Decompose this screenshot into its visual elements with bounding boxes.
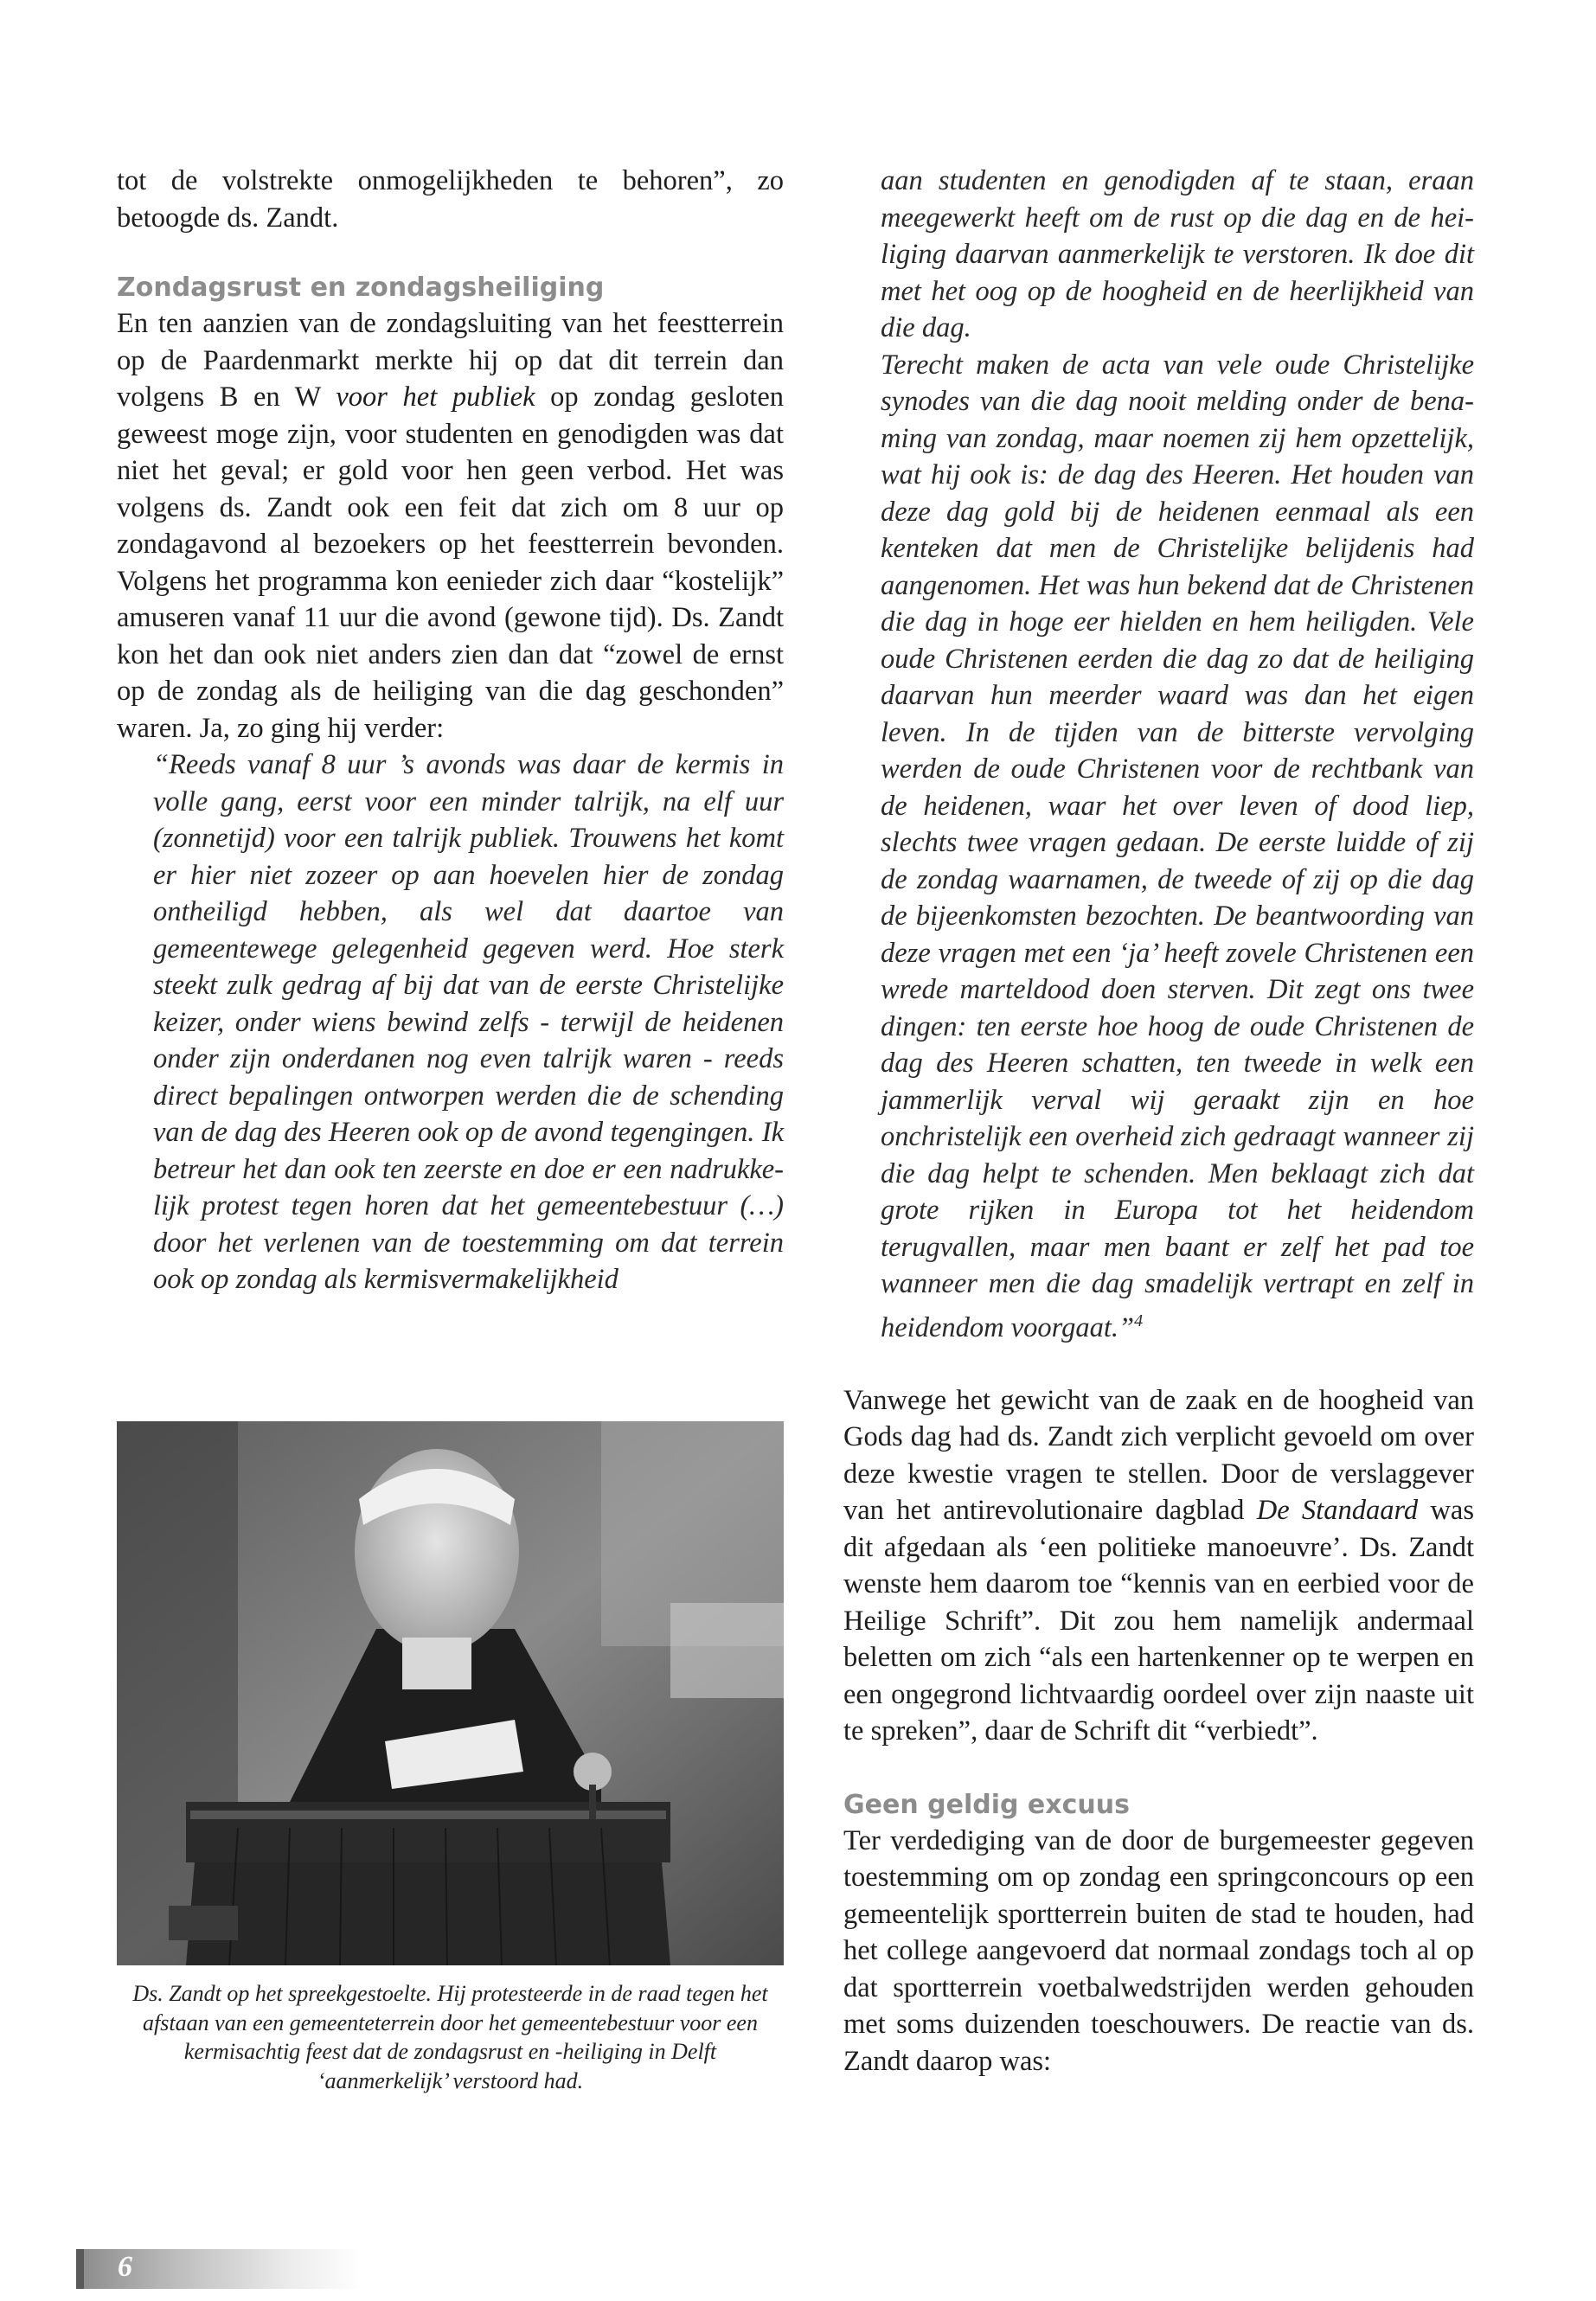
right-column bbox=[843, 163, 1474, 2080]
left-column bbox=[117, 163, 784, 1298]
photo-image bbox=[117, 1421, 784, 1965]
emphasis-text: voor het publiek bbox=[336, 381, 535, 413]
block-quote-left: “Reeds vanaf 8 uur ’s avonds was daar de kermis in volle gang, eerst voor een minder talrijk, na elf uur (zonnetijd) voor een talrijk publiek. Trouwens het komt er hier niet zozeer op aan hoevelen hier de zondag ontheiligd hebben, als wel dat daartoe van gemeentewege gelegenheid gegeven werd. Hoe sterk steekt zulk gedrag af bij dat van de eerste Christelijke keizer, onder wiens bewind zelfs - terwijl de heidenen onder zijn onderdanen nog even talrijk waren - reeds direct bepalingen ontworpen werden die de schending van de dag des Heeren ook op de avond tegengingen. Ik betreur het dan ook ten zeerste en doe er een nadrukkelijk protest tegen horen dat het gemeentebestuur (…) door het verlenen van de toestemming om dat terrein ook op zondag als kermisvermakelijkheid bbox=[153, 749, 784, 1295]
block-quote-right-1: aan studenten en genodigden af te staan, eraan meegewerkt heeft om de rust op die dag en de heiliging daarvan aanmerkelijk te verstoren. Ik doe dit met het oog op de hoogheid en de heerlijkheid van die dag. bbox=[881, 165, 1474, 343]
paragraph-text: Vanwege het gewicht van de zaak en de hoogheid van Gods dag had ds. Zandt zich verplicht gevoeld om over deze kwestie vragen te stellen. Door de verslaggever van het antirevolutionaire dagblad bbox=[843, 1384, 1474, 1527]
paragraph-text: op zondag gesloten geweest moge zijn, voor studenten en genodigden was dat niet het geval; er gold voor hen geen verbod. Het was volgens ds. Zandt ook een feit dat zich om 8 uur op zondagavond al bezoekers op het feestterrein bevonden. Volgens het programma kon eenieder zich daar “kostelijk” amuseren vanaf 11 uur die avond (gewone tijd). Ds. Zandt kon het dan ook niet anders zien dan dat “zowel de ernst op de zondag als de heiliging van die dag geschonden” waren. Ja, zo ging hij verder: bbox=[117, 381, 784, 744]
section-heading-excuus: Geen geldig excuus bbox=[843, 1789, 1130, 1820]
quote-text: Terecht maken de acta van vele oude Christelijke synodes van die dag nooit melding onder de benaming van zondag, maar noemen zij hem opzettelijk, wat hij ook is: de dag des Heeren. Het houden van deze dag gold bij de heidenen eenmaal als een kenteken dat men de Christelijke belijdenis had aangenomen. Het was hun bekend dat de Christenen die dag in hoge eer hielden en hem heiligden. Vele oude Christenen eerden die dag zo dat de heiliging daarvan hun meerder waard was dan het eigen leven. In de tijden van de bitterste vervolging werden de oude Christenen voor de rechtbank van de heidenen, waar het over leven of dood liep, slechts twee vragen gedaan. De eerste luidde of zij de zondag waarnamen, de tweede of zij op die dag de bijeenkomsten bezochten. De beantwoording van deze vragen met een ‘ja’ heeft zovele Christenen een wrede marteldood doen sterven. Dit zegt ons twee dingen: ten eerste hoe hoog de oude Christenen de dag des Heeren schatten, ten tweede in welk een jammerlijk verval wij geraakt zijn en hoe onchristelijk een overheid zich gedraagt wanneer zij die dag helpt te schenden. Men beklaagt zich dat grote rijken in Europa tot het heidendom terugvallen, maar men baant er zelf het pad toe wanneer men die dag smadelijk vertrapt en zelf in heidendom voorgaat.” bbox=[881, 349, 1474, 1343]
paragraph-text: En ten aanzien van de zondagsluiting van het feestterrein op de Paardenmarkt merkte hij op dat dit terrein dan volgens B en W bbox=[117, 308, 784, 413]
page-number-bar bbox=[76, 2249, 84, 2289]
paragraph-standaard bbox=[843, 1382, 1474, 1750]
footnote-reference: 4 bbox=[1134, 1311, 1144, 1330]
photo-caption: Ds. Zandt op het spreekgestoelte. Hij protesteerde in de raad tegen het afstaan van een gemeenteterrein door het gemeentebestuur voor een kermisachtig feest dat de zondagsrust en -heiliging in Delft ‘aanmerkelijk’ verstoord had. bbox=[132, 1981, 768, 2093]
photo-zandt-lectern bbox=[117, 1421, 784, 1965]
emphasis-text: De Standaard bbox=[1256, 1495, 1419, 1527]
section-heading-zondagsrust: Zondagsrust en zondagsheiliging bbox=[117, 272, 605, 303]
page-number-tab bbox=[76, 2249, 362, 2289]
page-number: 6 bbox=[118, 2251, 132, 2283]
paragraph-springconcours: Ter verdediging van de door de burgemeester gegeven toestemming om op zondag een springconcours op een gemeentelijk sportterrein buiten de stad te houden, had het college aangevoerd dat normaal zondags toch al op dat sportterrein voetbalwedstrijden werden gehouden met soms duizenden toeschouwers. De reactie van ds. Zandt daarop was: bbox=[843, 1824, 1474, 2077]
intro-paragraph: tot de volstrekte onmogelijkheden te behoren”, zo betoogde ds. Zandt. bbox=[117, 165, 784, 234]
block-quote-right-2 bbox=[881, 347, 1474, 1346]
paragraph-zondagsluiting bbox=[117, 305, 784, 747]
paragraph-text: was dit afgedaan als ‘een politieke manoeuvre’. Ds. Zandt wenste hem daarom toe “kennis van en eerbied voor de Heilige Schrift”. Dit zou hem namelijk andermaal beletten om zich “als een hartenkenner op te werpen en een ongegrond lichtvaardig oordeel over zijn naaste uit te spreken”, daar de Schrift dit “verbiedt”. bbox=[843, 1495, 1474, 1747]
